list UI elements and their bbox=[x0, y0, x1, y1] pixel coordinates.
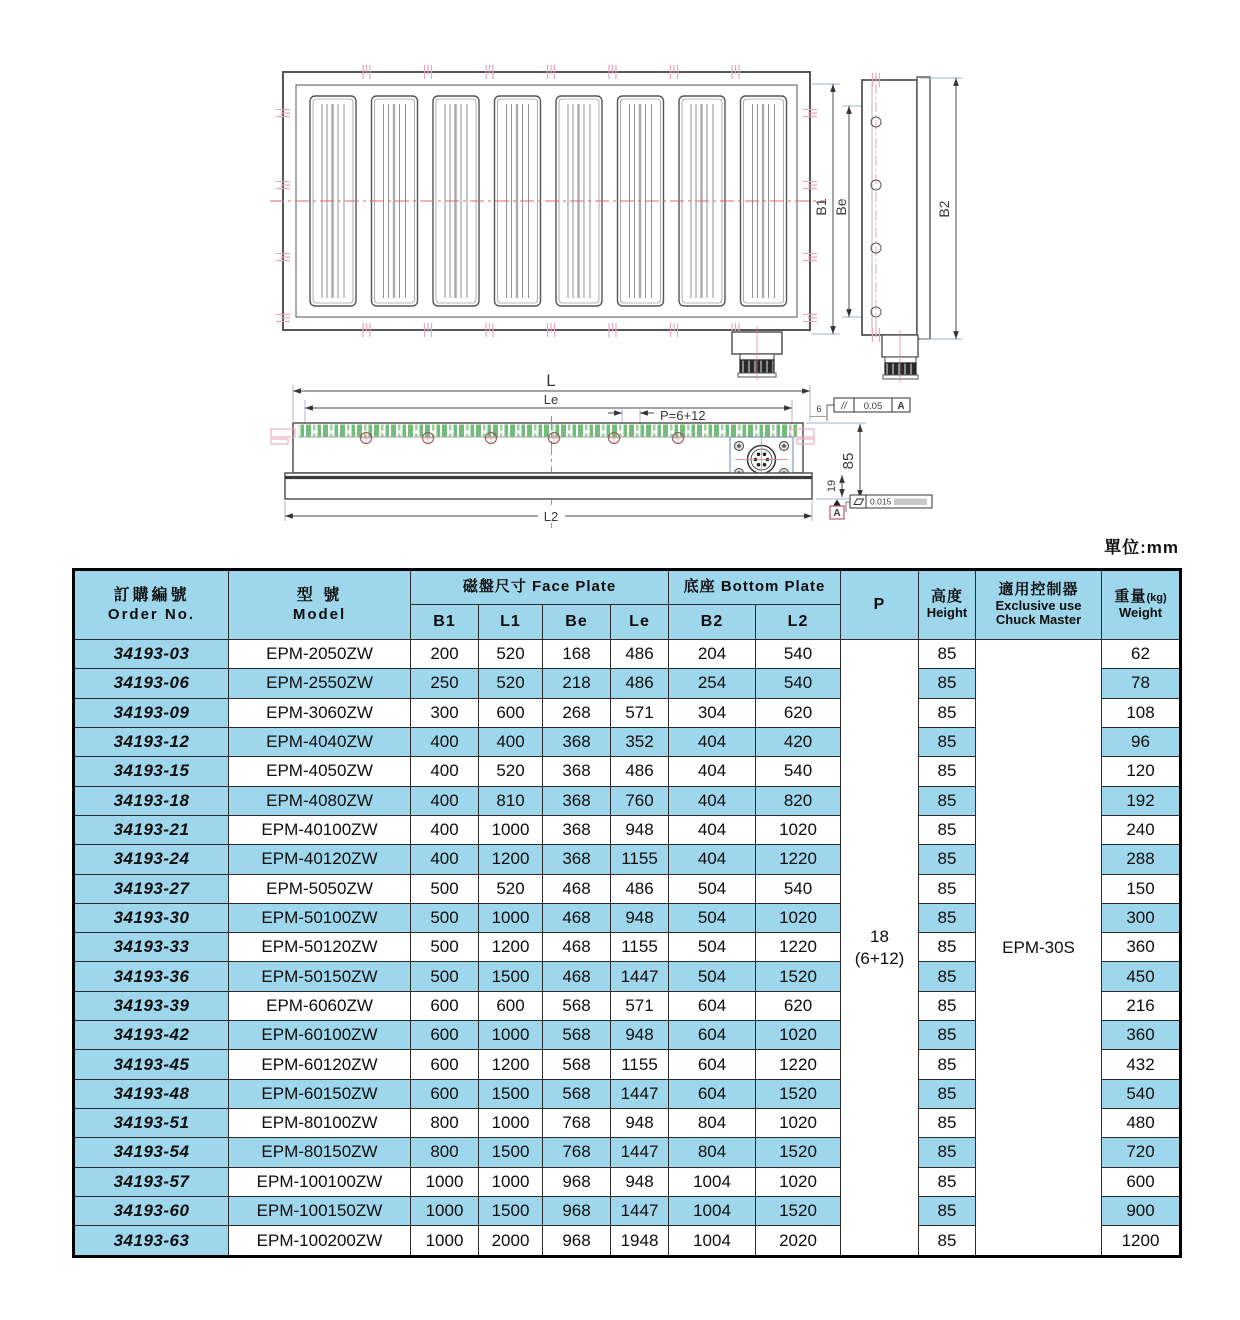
cell-le: 1447 bbox=[611, 962, 669, 991]
cell-b1: 400 bbox=[411, 786, 479, 815]
cell-order-no: 34193-27 bbox=[74, 874, 229, 903]
cell-le: 571 bbox=[611, 698, 669, 727]
cell-l1: 600 bbox=[479, 991, 543, 1020]
cell-height: 85 bbox=[919, 640, 976, 669]
cell-height: 85 bbox=[919, 815, 976, 844]
dim-label-step: 6 bbox=[816, 404, 822, 414]
cell-b2: 404 bbox=[669, 815, 756, 844]
header-col-l2: L2 bbox=[756, 605, 841, 640]
cell-b1: 500 bbox=[411, 933, 479, 962]
cell-le: 1155 bbox=[611, 845, 669, 874]
cell-height: 85 bbox=[919, 1050, 976, 1079]
spec-table bbox=[72, 568, 1182, 1258]
header-weight-unit: (kg) bbox=[1146, 592, 1167, 605]
cell-b2: 404 bbox=[669, 845, 756, 874]
cell-le: 1155 bbox=[611, 933, 669, 962]
cell-weight: 720 bbox=[1102, 1138, 1181, 1167]
cell-be: 568 bbox=[543, 1021, 611, 1050]
cell-model: EPM-2050ZW bbox=[229, 640, 411, 669]
cell-l1: 520 bbox=[479, 669, 543, 698]
cell-b1: 500 bbox=[411, 903, 479, 932]
cell-l1: 1200 bbox=[479, 1050, 543, 1079]
header-height-en: Height bbox=[926, 605, 968, 621]
parallelism-symbol: // bbox=[841, 401, 847, 412]
cell-be: 968 bbox=[543, 1167, 611, 1196]
cell-weight: 240 bbox=[1102, 815, 1181, 844]
cell-l2: 1220 bbox=[756, 1050, 841, 1079]
cell-weight: 480 bbox=[1102, 1109, 1181, 1138]
cell-model: EPM-50120ZW bbox=[229, 933, 411, 962]
cell-height: 85 bbox=[919, 991, 976, 1020]
cell-order-no: 34193-33 bbox=[74, 933, 229, 962]
dim-label-l2: L2 bbox=[543, 509, 559, 524]
header-controller-zh: 適用控制器 bbox=[998, 581, 1079, 599]
cell-le: 948 bbox=[611, 1167, 669, 1196]
cell-l1: 1500 bbox=[479, 962, 543, 991]
parallelism-value: 0.05 bbox=[863, 401, 883, 412]
cell-be: 568 bbox=[543, 1079, 611, 1108]
cell-l1: 1200 bbox=[479, 933, 543, 962]
cell-be: 568 bbox=[543, 1050, 611, 1079]
header-col-be: Be bbox=[543, 605, 611, 640]
header-model-en: Model bbox=[292, 605, 347, 623]
cell-weight: 360 bbox=[1102, 933, 1181, 962]
flatness-value: 0.015 bbox=[870, 496, 892, 507]
cell-le: 1948 bbox=[611, 1226, 669, 1257]
header-controller-en2: Chuck Master bbox=[995, 612, 1082, 628]
cell-b2: 504 bbox=[669, 874, 756, 903]
cell-b2: 254 bbox=[669, 669, 756, 698]
cell-b2: 1004 bbox=[669, 1226, 756, 1257]
cell-order-no: 34193-36 bbox=[74, 962, 229, 991]
dim-label-b2: B2 bbox=[936, 200, 952, 218]
header-col-l1: L1 bbox=[479, 605, 543, 640]
cell-model: EPM-60100ZW bbox=[229, 1021, 411, 1050]
cell-model: EPM-80100ZW bbox=[229, 1109, 411, 1138]
cell-b1: 400 bbox=[411, 757, 479, 786]
cell-model: EPM-2550ZW bbox=[229, 669, 411, 698]
cell-weight: 600 bbox=[1102, 1167, 1181, 1196]
header-p: P bbox=[841, 570, 919, 640]
cell-model: EPM-50150ZW bbox=[229, 962, 411, 991]
side-connector bbox=[882, 330, 918, 382]
dim-label-le: Le bbox=[543, 392, 559, 407]
cell-model: EPM-4050ZW bbox=[229, 757, 411, 786]
cell-le: 1447 bbox=[611, 1079, 669, 1108]
cell-b1: 400 bbox=[411, 845, 479, 874]
cell-l2: 820 bbox=[756, 786, 841, 815]
cell-l2: 420 bbox=[756, 727, 841, 756]
cell-b1: 1000 bbox=[411, 1226, 479, 1257]
cell-b2: 504 bbox=[669, 903, 756, 932]
cell-b1: 1000 bbox=[411, 1196, 479, 1225]
unit-label: 單位:mm bbox=[1104, 538, 1179, 557]
cell-model: EPM-40120ZW bbox=[229, 845, 411, 874]
cell-model: EPM-6060ZW bbox=[229, 991, 411, 1020]
cell-be: 368 bbox=[543, 727, 611, 756]
cell-height: 85 bbox=[919, 845, 976, 874]
cell-le: 1447 bbox=[611, 1138, 669, 1167]
cell-height: 85 bbox=[919, 1167, 976, 1196]
header-height bbox=[919, 570, 976, 640]
cell-order-no: 34193-18 bbox=[74, 786, 229, 815]
cell-height: 85 bbox=[919, 933, 976, 962]
cell-b2: 804 bbox=[669, 1109, 756, 1138]
cell-be: 968 bbox=[543, 1196, 611, 1225]
cell-l1: 520 bbox=[479, 757, 543, 786]
cell-model: EPM-4080ZW bbox=[229, 786, 411, 815]
cell-l2: 540 bbox=[756, 874, 841, 903]
cell-le: 486 bbox=[611, 757, 669, 786]
cell-height: 85 bbox=[919, 1196, 976, 1225]
cell-l2: 1520 bbox=[756, 1138, 841, 1167]
header-controller-en1: Exclusive use bbox=[995, 597, 1082, 613]
cell-controller-merged: EPM-30S bbox=[976, 640, 1102, 1257]
parallelism-callout bbox=[827, 398, 910, 421]
cell-order-no: 34193-42 bbox=[74, 1021, 229, 1050]
cell-l2: 620 bbox=[756, 698, 841, 727]
cell-height: 85 bbox=[919, 1079, 976, 1108]
cell-order-no: 34193-51 bbox=[74, 1109, 229, 1138]
header-col-b1: B1 bbox=[411, 605, 479, 640]
header-col-b2: B2 bbox=[669, 605, 756, 640]
cell-height: 85 bbox=[919, 1021, 976, 1050]
cell-le: 571 bbox=[611, 991, 669, 1020]
cell-weight: 216 bbox=[1102, 991, 1181, 1020]
cell-height: 85 bbox=[919, 1109, 976, 1138]
table-row bbox=[74, 640, 1181, 669]
cell-l2: 1020 bbox=[756, 1167, 841, 1196]
cell-be: 268 bbox=[543, 698, 611, 727]
dim-label-b1: B1 bbox=[813, 198, 829, 216]
cell-model: EPM-60120ZW bbox=[229, 1050, 411, 1079]
header-weight bbox=[1102, 570, 1181, 640]
cell-be: 768 bbox=[543, 1138, 611, 1167]
cell-order-no: 34193-39 bbox=[74, 991, 229, 1020]
dim-label-19: 19 bbox=[826, 479, 838, 493]
flatness-callout bbox=[846, 495, 932, 512]
cell-be: 218 bbox=[543, 669, 611, 698]
cell-order-no: 34193-03 bbox=[74, 640, 229, 669]
cell-be: 768 bbox=[543, 1109, 611, 1138]
cell-b1: 400 bbox=[411, 815, 479, 844]
header-bottom-plate: 底座 Bottom Plate bbox=[669, 570, 841, 605]
magnet-pole-strip bbox=[298, 425, 798, 437]
cell-b1: 250 bbox=[411, 669, 479, 698]
cell-le: 948 bbox=[611, 1109, 669, 1138]
cell-be: 968 bbox=[543, 1226, 611, 1257]
cell-model: EPM-100150ZW bbox=[229, 1196, 411, 1225]
cell-l1: 1500 bbox=[479, 1138, 543, 1167]
cell-l2: 620 bbox=[756, 991, 841, 1020]
cell-le: 948 bbox=[611, 1021, 669, 1050]
cell-l1: 810 bbox=[479, 786, 543, 815]
cell-b1: 400 bbox=[411, 727, 479, 756]
cell-l2: 1220 bbox=[756, 845, 841, 874]
cell-height: 85 bbox=[919, 727, 976, 756]
cell-l1: 1000 bbox=[479, 1167, 543, 1196]
cell-order-no: 34193-30 bbox=[74, 903, 229, 932]
cell-be: 468 bbox=[543, 962, 611, 991]
cell-b2: 1004 bbox=[669, 1196, 756, 1225]
cell-le: 948 bbox=[611, 903, 669, 932]
datum-flag bbox=[830, 500, 844, 520]
cell-l1: 600 bbox=[479, 698, 543, 727]
cell-p-merged: 18 (6+12) bbox=[841, 640, 919, 1257]
cell-le: 1155 bbox=[611, 1050, 669, 1079]
cell-height: 85 bbox=[919, 786, 976, 815]
cell-b2: 404 bbox=[669, 757, 756, 786]
cell-b2: 404 bbox=[669, 786, 756, 815]
cell-b2: 504 bbox=[669, 933, 756, 962]
cell-b2: 604 bbox=[669, 1021, 756, 1050]
cell-le: 1447 bbox=[611, 1196, 669, 1225]
cell-l1: 520 bbox=[479, 640, 543, 669]
cell-l2: 1020 bbox=[756, 815, 841, 844]
cell-b2: 404 bbox=[669, 727, 756, 756]
cell-l1: 400 bbox=[479, 727, 543, 756]
cell-b2: 1004 bbox=[669, 1167, 756, 1196]
cell-height: 85 bbox=[919, 1138, 976, 1167]
cell-model: EPM-5050ZW bbox=[229, 874, 411, 903]
cell-b1: 600 bbox=[411, 1050, 479, 1079]
cell-model: EPM-60150ZW bbox=[229, 1079, 411, 1108]
cell-model: EPM-100200ZW bbox=[229, 1226, 411, 1257]
cell-weight: 150 bbox=[1102, 874, 1181, 903]
cell-l2: 540 bbox=[756, 640, 841, 669]
cell-b1: 800 bbox=[411, 1138, 479, 1167]
top-view bbox=[270, 65, 824, 380]
cell-be: 468 bbox=[543, 874, 611, 903]
cell-b2: 804 bbox=[669, 1138, 756, 1167]
cell-order-no: 34193-15 bbox=[74, 757, 229, 786]
cell-height: 85 bbox=[919, 757, 976, 786]
cell-l2: 1020 bbox=[756, 1109, 841, 1138]
cell-l1: 1000 bbox=[479, 1021, 543, 1050]
cell-model: EPM-80150ZW bbox=[229, 1138, 411, 1167]
header-face-plate: 磁盤尺寸 Face Plate bbox=[411, 570, 669, 605]
cell-weight: 288 bbox=[1102, 845, 1181, 874]
cell-l1: 1500 bbox=[479, 1196, 543, 1225]
header-height-zh: 高度 bbox=[931, 588, 964, 606]
cell-model: EPM-4040ZW bbox=[229, 727, 411, 756]
header-col-le: Le bbox=[611, 605, 669, 640]
cell-l2: 540 bbox=[756, 757, 841, 786]
header-controller bbox=[976, 570, 1102, 640]
cell-b1: 600 bbox=[411, 1021, 479, 1050]
cell-be: 368 bbox=[543, 845, 611, 874]
cell-order-no: 34193-45 bbox=[74, 1050, 229, 1079]
cell-b1: 500 bbox=[411, 874, 479, 903]
cell-le: 948 bbox=[611, 815, 669, 844]
header-weight-zh: 重量 bbox=[1114, 588, 1147, 606]
datum-label: A bbox=[833, 508, 841, 519]
cell-b1: 1000 bbox=[411, 1167, 479, 1196]
cell-l1: 1200 bbox=[479, 845, 543, 874]
spec-table-tbody bbox=[74, 640, 1181, 1257]
cell-le: 486 bbox=[611, 669, 669, 698]
cell-be: 368 bbox=[543, 757, 611, 786]
cell-weight: 78 bbox=[1102, 669, 1181, 698]
cell-l2: 1220 bbox=[756, 933, 841, 962]
header-model-zh: 型 號 bbox=[296, 587, 343, 605]
height-dimensions bbox=[806, 404, 866, 499]
parallelism-datum: A bbox=[897, 401, 905, 412]
cell-order-no: 34193-06 bbox=[74, 669, 229, 698]
header-order-no bbox=[74, 570, 229, 640]
cell-order-no: 34193-57 bbox=[74, 1167, 229, 1196]
cell-b2: 504 bbox=[669, 962, 756, 991]
cell-order-no: 34193-21 bbox=[74, 815, 229, 844]
cell-l1: 520 bbox=[479, 874, 543, 903]
cell-order-no: 34193-54 bbox=[74, 1138, 229, 1167]
cell-order-no: 34193-60 bbox=[74, 1196, 229, 1225]
cell-le: 352 bbox=[611, 727, 669, 756]
cell-b1: 600 bbox=[411, 1079, 479, 1108]
cell-b2: 604 bbox=[669, 991, 756, 1020]
cell-l1: 1000 bbox=[479, 903, 543, 932]
cell-l2: 1520 bbox=[756, 962, 841, 991]
cell-b2: 604 bbox=[669, 1079, 756, 1108]
cell-weight: 300 bbox=[1102, 903, 1181, 932]
cell-b1: 800 bbox=[411, 1109, 479, 1138]
cell-weight: 192 bbox=[1102, 786, 1181, 815]
cell-be: 168 bbox=[543, 640, 611, 669]
dim-label-85: 85 bbox=[840, 452, 857, 470]
cell-order-no: 34193-63 bbox=[74, 1226, 229, 1257]
cell-be: 568 bbox=[543, 991, 611, 1020]
cell-weight: 900 bbox=[1102, 1196, 1181, 1225]
dim-label-pitch: P=6+12 bbox=[660, 408, 706, 423]
header-model bbox=[229, 570, 411, 640]
cell-height: 85 bbox=[919, 903, 976, 932]
cell-order-no: 34193-12 bbox=[74, 727, 229, 756]
side-view bbox=[812, 73, 962, 382]
cell-l2: 1520 bbox=[756, 1079, 841, 1108]
header-order-no-en: Order No. bbox=[107, 605, 196, 623]
cell-order-no: 34193-24 bbox=[74, 845, 229, 874]
cell-height: 85 bbox=[919, 669, 976, 698]
cell-be: 468 bbox=[543, 933, 611, 962]
cell-be: 468 bbox=[543, 903, 611, 932]
cell-weight: 450 bbox=[1102, 962, 1181, 991]
cell-height: 85 bbox=[919, 698, 976, 727]
cell-weight: 432 bbox=[1102, 1050, 1181, 1079]
cell-model: EPM-3060ZW bbox=[229, 698, 411, 727]
cell-le: 486 bbox=[611, 874, 669, 903]
cell-weight: 540 bbox=[1102, 1079, 1181, 1108]
plan-connector bbox=[732, 326, 782, 380]
cell-l2: 540 bbox=[756, 669, 841, 698]
cell-le: 486 bbox=[611, 640, 669, 669]
cell-l1: 2000 bbox=[479, 1226, 543, 1257]
cell-weight: 96 bbox=[1102, 727, 1181, 756]
cell-order-no: 34193-48 bbox=[74, 1079, 229, 1108]
dim-label-l: L bbox=[546, 371, 556, 390]
cell-weight: 1200 bbox=[1102, 1226, 1181, 1257]
cell-l2: 1020 bbox=[756, 1021, 841, 1050]
cell-weight: 120 bbox=[1102, 757, 1181, 786]
cell-b1: 300 bbox=[411, 698, 479, 727]
cell-weight: 62 bbox=[1102, 640, 1181, 669]
cell-b1: 600 bbox=[411, 991, 479, 1020]
cell-height: 85 bbox=[919, 874, 976, 903]
cell-order-no: 34193-09 bbox=[74, 698, 229, 727]
cell-l1: 1500 bbox=[479, 1079, 543, 1108]
dim-label-be: Be bbox=[833, 198, 849, 216]
cell-l2: 1020 bbox=[756, 903, 841, 932]
cell-b1: 500 bbox=[411, 962, 479, 991]
cell-model: EPM-100100ZW bbox=[229, 1167, 411, 1196]
cell-l2: 1520 bbox=[756, 1196, 841, 1225]
cell-b2: 204 bbox=[669, 640, 756, 669]
cell-height: 85 bbox=[919, 962, 976, 991]
cell-model: EPM-40100ZW bbox=[229, 815, 411, 844]
cell-model: EPM-50100ZW bbox=[229, 903, 411, 932]
cell-b2: 304 bbox=[669, 698, 756, 727]
header-order-no-zh: 訂購編號 bbox=[113, 587, 190, 605]
cell-be: 368 bbox=[543, 815, 611, 844]
cell-le: 760 bbox=[611, 786, 669, 815]
cell-l1: 1000 bbox=[479, 1109, 543, 1138]
elevation-view bbox=[271, 371, 932, 528]
cell-height: 85 bbox=[919, 1226, 976, 1257]
cell-l1: 1000 bbox=[479, 815, 543, 844]
cell-be: 368 bbox=[543, 786, 611, 815]
header-weight-en: Weight bbox=[1118, 605, 1163, 621]
cell-b2: 604 bbox=[669, 1050, 756, 1079]
cell-weight: 360 bbox=[1102, 1021, 1181, 1050]
technical-drawing bbox=[0, 0, 1240, 560]
cell-b1: 200 bbox=[411, 640, 479, 669]
cell-l2: 2020 bbox=[756, 1226, 841, 1257]
cell-weight: 108 bbox=[1102, 698, 1181, 727]
